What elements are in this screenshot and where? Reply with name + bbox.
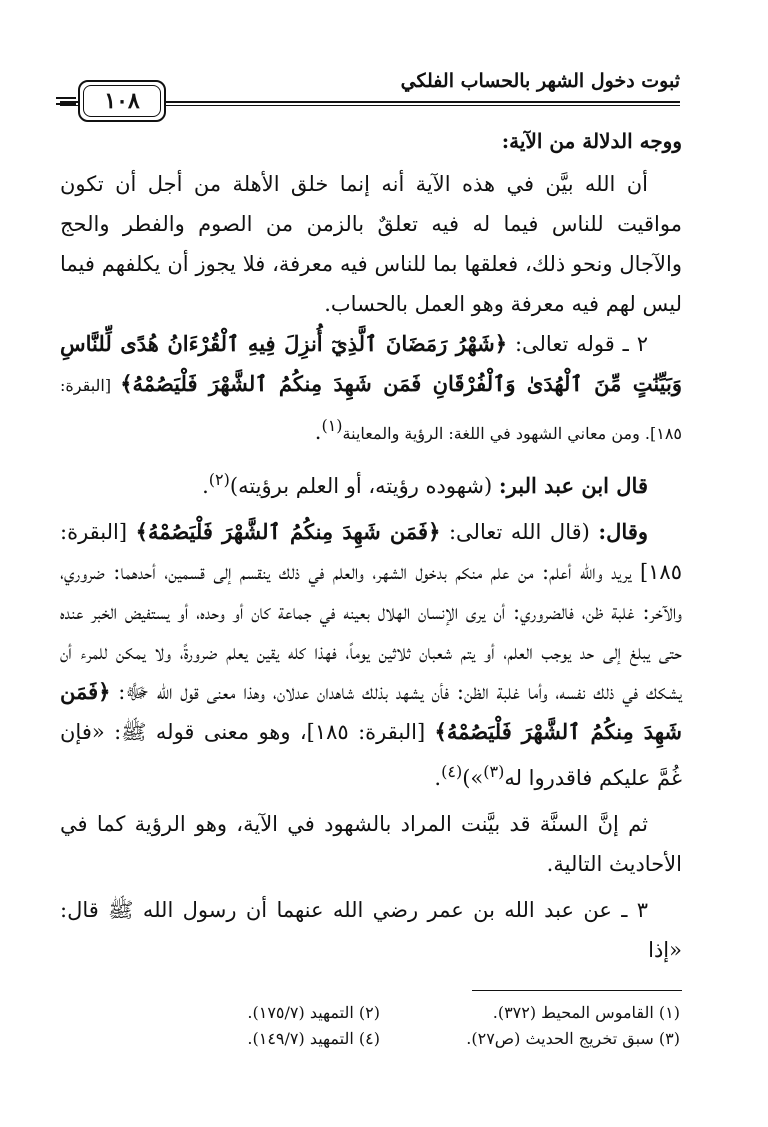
paragraph-5: ثم إنَّ السنَّة قد بيَّنت المراد بالشهود في الآية، وهو الرؤية كما في الأحاديث التالية. <box>60 812 682 876</box>
quote-part-a: (قال الله تعالى: <box>440 520 599 544</box>
paragraph-4 <box>60 512 682 798</box>
footnote-rule <box>472 990 682 991</box>
footnote-4: (٤) التمهيد (١٤٩/٧). <box>247 1029 380 1048</box>
quran-verse: ﴿شَهْرُ رَمَضَانَ ٱلَّذِيٓ أُنزِلَ فِيهِ ٱلْقُرْءَانُ هُدًى لِّلنَّاسِ وَبَيِّنَٰتٍ مِّنَ ٱلْهُدَىٰ وَٱلْفُرْقَانِ فَمَن شَهِدَ مِنكُمُ ٱلشَّهْرَ فَلْيَصُمْهُ﴾ <box>60 331 683 396</box>
quran-verse: ﴿فَمَن شَهِدَ مِنكُمُ ٱلشَّهْرَ فَلْيَصُمْهُ﴾ <box>135 519 441 544</box>
paragraph-3: قال ابن عبد البر: (شهوده رؤيته، أو العلم برؤيته)$^{(٢)}$. <box>202 470 648 498</box>
paragraph-1: أن الله بيَّن في هذه الآية أنه إنما خلق الأهلة من أجل أن تكون مواقيت للناس فيما له فيه تعلقٌ بالزمن من الصوم والفطر والحج والآجال ونحو ذلك، فعلقها بما للناس فيه معرفة، فلا يجوز أن يكلفهم فيما ليس لهم فيه معرفة وهو العمل بالحساب. <box>60 172 682 316</box>
header-dash <box>56 103 76 105</box>
header-dash <box>56 97 76 99</box>
footnote-1: (١) القاموس المحيط (٣٧٢). <box>492 1003 680 1022</box>
paragraph-2: ٢ ـ قوله تعالى: ﴿شَهْرُ رَمَضَانَ ٱلَّذِيٓ أُنزِلَ فِيهِ ٱلْقُرْءَانُ هُدًى لِّلنَّاسِ وَبَيِّنَٰتٍ مِّنَ ٱلْهُدَىٰ وَٱلْفُرْقَانِ فَمَن شَهِدَ مِنكُمُ ٱلشَّهْرَ فَلْيَصُمْهُ﴾ [البقرة: ١٨٥]. ومن معاني الشهود في اللغة: الرؤية والمعاينة$^{(١)}$. <box>60 331 683 444</box>
quote-part-b: [البقرة: ١٨٥] يريد والله أعلم: من علم منكم بدخول الشهر، والعلم في ذلك ينقسم إلى قسمين، أحدهما: ضروري، والآخر: غلبة ظن، فالضروري: أن يرى الإنسان الهلال بعينه في جماعة كان أو وحده، أو يستفيض الخبر عنده حتى يبلغ إلى حد يوجب العلم، أو يتم شعبان ثلاثين يوماً، فهذا كله يقين يعلم ضرورةً، ولا يمكن للمرء أن يشكك في ذلك نفسه، وأما غلبة الظن: فأن يشهد بذلك شاهدان عدلان، وهذا معنى قول الله ﷻ: <box>60 520 682 704</box>
footnote-marker-3: (٣) <box>483 762 505 781</box>
page-number: ١٠٨ <box>78 80 166 122</box>
verse-intro: ٢ ـ قوله تعالى: <box>507 332 648 356</box>
paragraph-6: ٣ ـ عن عبد الله بن عمر رضي الله عنهما أن رسول الله ﷺ قال: «إذا <box>60 898 682 962</box>
footnote-3: (٣) سبق تخريج الحديث (ص٢٧). <box>466 1029 680 1048</box>
quote-part-d: ») <box>462 766 484 790</box>
page-body <box>60 118 682 970</box>
quote-text: (شهوده رؤيته، أو العلم برؤيته) <box>229 474 499 498</box>
footnote-marker-4: (٤) <box>441 762 463 781</box>
footnote-2: (٢) التمهيد (١٧٥/٧). <box>247 1003 380 1022</box>
verse-reference: [البقرة: ١٨٥]. ومن معاني الشهود في اللغة: الرؤية والمعاينة <box>60 376 682 443</box>
footnotes <box>80 1000 680 1052</box>
footnote-marker-2: (٢) <box>208 470 230 489</box>
quote-part-c: [البقرة: ١٨٥]، وهو معنى قوله ﷺ: «فإن غُمَّ عليكم فاقدروا له <box>60 720 682 790</box>
running-title: ثبوت دخول الشهر بالحساب الفلكي <box>400 70 680 92</box>
quran-verse: ﴿فَمَن شَهِدَ مِنكُمُ ٱلشَّهْرَ فَلْيَصُمْهُ﴾ <box>60 679 683 744</box>
page-header <box>60 60 680 114</box>
quote-author: قال ابن عبد البر: <box>498 473 648 498</box>
quote-lead: وقال: <box>598 519 648 544</box>
section-heading: ووجه الدلالة من الآية: <box>501 129 682 153</box>
quote-end: . <box>434 766 442 790</box>
footnote-marker-1: (١) <box>321 416 343 435</box>
